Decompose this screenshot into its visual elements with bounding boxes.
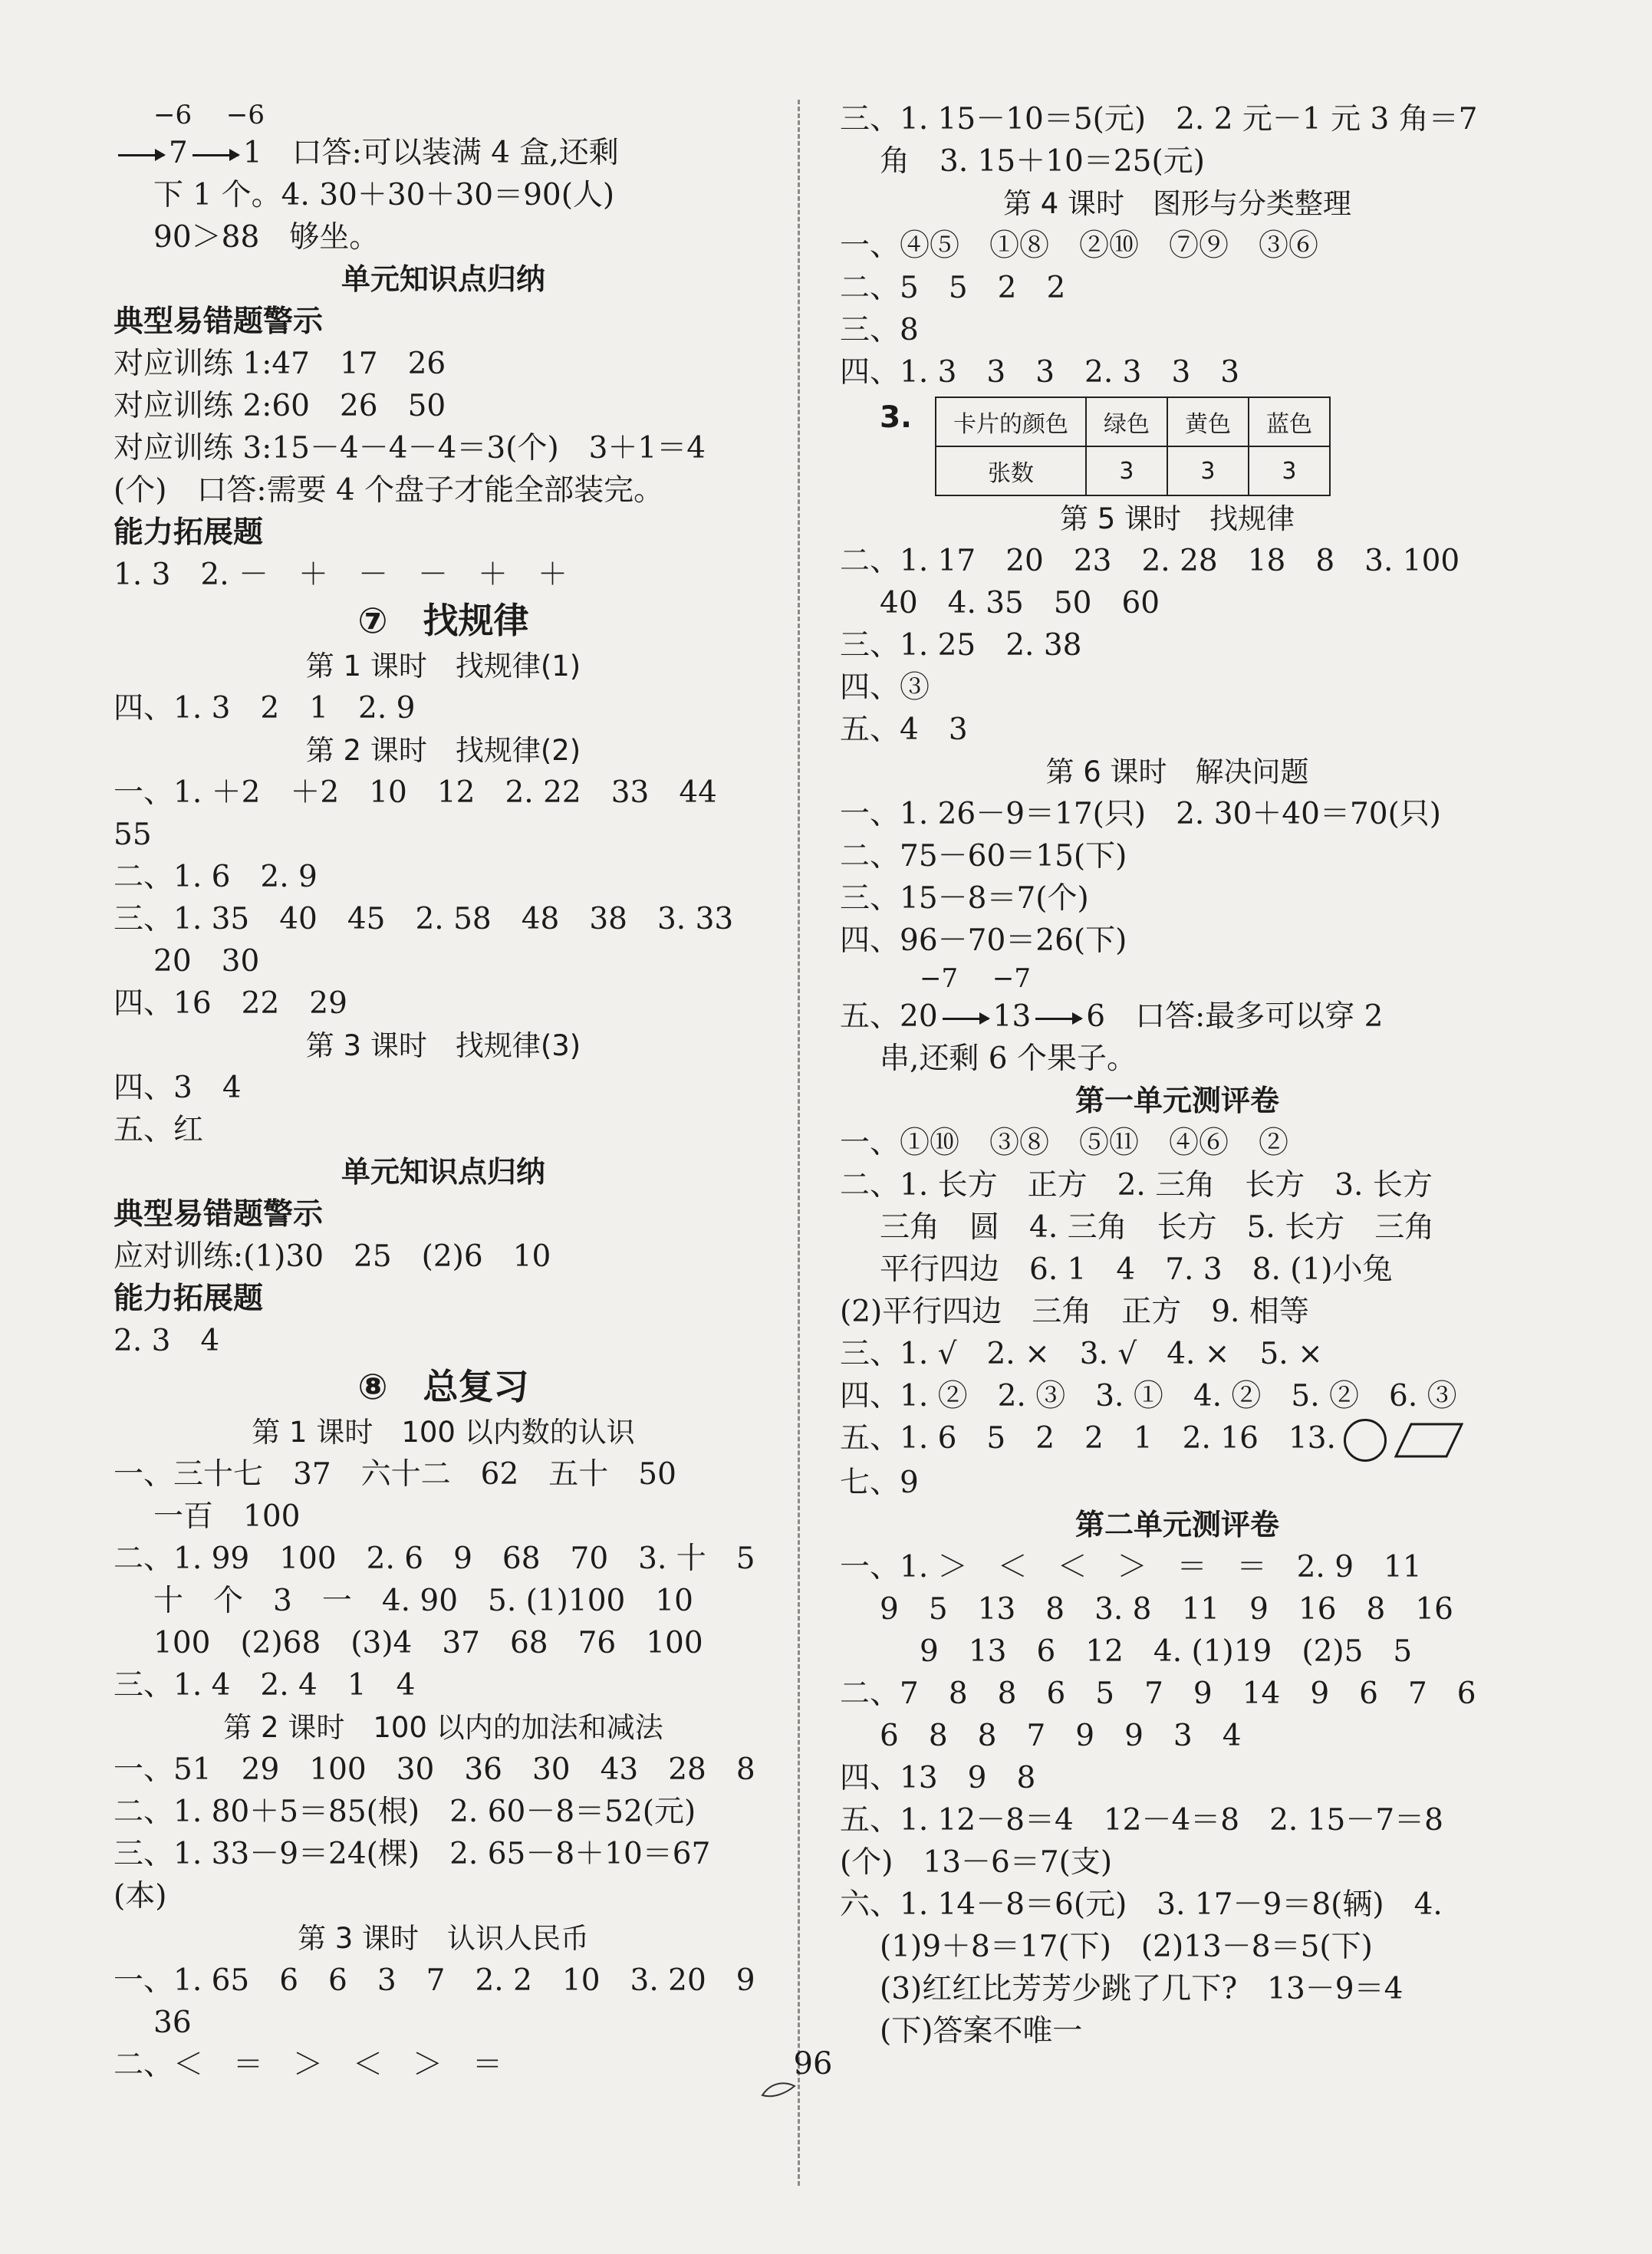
answer-line: 三、8 <box>840 313 919 347</box>
circle-shape-icon <box>1344 1419 1387 1462</box>
answer-line: 一、1. ＋2 ＋2 10 12 2. 22 33 44 <box>114 775 717 810</box>
answer-line: 串,还剩 6 个果子。 <box>880 1041 1137 1076</box>
answer-line: 七、9 <box>840 1466 919 1500</box>
answer-line: 五、4 3 <box>840 712 968 747</box>
answer-line: 二、＜ ＝ ＞ ＜ ＞ ＝ <box>114 2048 503 2082</box>
answer-line: 36 <box>153 2006 192 2040</box>
arrow-icon <box>943 1018 989 1020</box>
answer-line: 四、13 9 8 <box>840 1761 1036 1795</box>
lesson-heading: 第 6 课时 解决问题 <box>1045 755 1309 788</box>
answer-line: 四、1. 3 2 1 2. 9 <box>114 691 416 726</box>
lesson-heading: 第 1 课时 找规律(1) <box>305 650 581 683</box>
answer-line: 四、③ <box>840 670 930 705</box>
answer-line: 一、①⑩ ③⑧ ⑤⑪ ④⑥ ② <box>840 1126 1289 1160</box>
answer-line: 二、1. 99 100 2. 6 9 68 70 3. 十 5 <box>114 1542 755 1576</box>
answer-line: 一、④⑤ ①⑧ ②⑩ ⑦⑨ ③⑥ <box>840 229 1319 263</box>
answer-line: 55 <box>114 818 152 852</box>
answer-line: 五、1. 12－8＝4 12－4＝8 2. 15－7＝8 <box>840 1803 1443 1838</box>
answer-line: 四、1. ② 2. ③ 3. ① 4. ② 5. ② 6. ③ <box>840 1379 1457 1413</box>
answer-line: 三、15－8＝7(个) <box>840 881 1089 916</box>
section-heading: 单元知识点归纳 <box>341 1155 545 1189</box>
table-cell: 蓝色 <box>1249 397 1330 446</box>
subsection-heading: 典型易错题警示 <box>114 304 324 339</box>
table-cell: 黄色 <box>1167 397 1249 446</box>
answer-line: 二、75－60＝15(下) <box>840 839 1127 874</box>
table-block <box>840 397 1515 492</box>
answer-line: 1. 3 2. － ＋ － － ＋ ＋ <box>114 558 568 592</box>
leaf-ornament-icon <box>759 2078 798 2101</box>
answer-line: 二、5 5 2 2 <box>840 271 1066 305</box>
answer-line: 三、1. 4 2. 4 1 4 <box>114 1668 416 1703</box>
item-number: 3. <box>880 400 912 435</box>
answer-line: 三、1. 35 40 45 2. 58 48 38 3. 33 <box>114 902 734 936</box>
lesson-heading: 第 5 课时 找规律 <box>1059 502 1295 535</box>
unit-title: ⑧ 总复习 <box>357 1366 529 1407</box>
arrow-icon <box>1035 1018 1081 1020</box>
unit-title: ⑦ 找规律 <box>357 600 529 641</box>
table-cell: 3 <box>1167 446 1249 495</box>
right-column <box>840 98 1515 2052</box>
lesson-heading: 第 2 课时 100 以内的加法和减法 <box>223 1711 663 1744</box>
table-cell: 3 <box>1249 446 1330 495</box>
chain-operators: −6 −6 <box>153 100 265 130</box>
answer-line: 四、16 22 29 <box>114 986 347 1021</box>
answer-line: 100 (2)68 (3)4 37 68 76 100 <box>153 1626 703 1660</box>
answer-line: 二、7 8 8 6 5 7 9 14 9 6 7 6 <box>840 1677 1476 1711</box>
answer-line: 三、1. 33－9＝24(棵) 2. 65－8＋10＝67 <box>114 1837 711 1871</box>
answer-line: 四、3 4 <box>114 1071 242 1105</box>
lesson-heading: 第 3 课时 找规律(3) <box>305 1029 581 1062</box>
answer-line: 一、1. 26－9＝17(只) 2. 30＋40＝70(只) <box>840 797 1442 831</box>
arrow-icon <box>193 154 239 156</box>
answer-line: 一、1. ＞ ＜ ＜ ＞ ＝ ＝ 2. 9 11 <box>840 1550 1422 1584</box>
table-cell: 绿色 <box>1086 397 1167 446</box>
table-cell: 张数 <box>936 446 1086 495</box>
answer-line: (1)9＋8＝17(下) (2)13－8＝5(下) <box>880 1930 1373 1964</box>
answer-line: 下 1 个。4. 30＋30＋30＝90(人) <box>153 178 615 212</box>
answer-line: (3)红红比芳芳少跳了几下? 13－9＝4 <box>880 1972 1404 2006</box>
subsection-heading: 典型易错题警示 <box>114 1197 324 1232</box>
answer-line: 90＞88 够坐。 <box>153 220 380 255</box>
chain-operators: −7 −7 <box>920 963 1032 994</box>
section-heading: 第二单元测评卷 <box>1074 1508 1279 1542</box>
answer-line: (个) 口答:需要 4 个盘子才能全部装完。 <box>114 473 664 508</box>
answer-line: 9 13 6 12 4. (1)19 (2)5 5 <box>920 1634 1413 1669</box>
parallelogram-shape-icon <box>1394 1421 1463 1459</box>
lesson-heading: 第 4 课时 图形与分类整理 <box>1002 187 1352 220</box>
left-column <box>114 98 773 2086</box>
answer-line: (下)答案不唯一 <box>880 2014 1083 2048</box>
answer-line: 三角 圆 4. 三角 长方 5. 长方 三角 <box>880 1210 1435 1245</box>
answer-line: 9 5 13 8 3. 8 11 9 16 8 16 <box>880 1592 1453 1627</box>
arrow-icon <box>118 154 164 156</box>
answer-line: 五、红 <box>114 1113 204 1147</box>
answer-line: 一、1. 65 6 6 3 7 2. 2 10 3. 20 9 <box>114 1963 755 1998</box>
page-number: 96 <box>793 2046 833 2081</box>
answer-line: 三、1. 15－10＝5(元) 2. 2 元－1 元 3 角＝7 <box>840 102 1478 137</box>
answer-line: (2)平行四边 三角 正方 9. 相等 <box>840 1295 1309 1329</box>
answer-line: 五、20 13 6 口答:最多可以穿 2 <box>840 999 1384 1034</box>
answer-line: 五、1. 6 5 2 2 1 2. 16 13. <box>840 1417 1515 1462</box>
table-cell: 3 <box>1086 446 1167 495</box>
subsection-heading: 能力拓展题 <box>114 1282 264 1316</box>
answer-line: 一、51 29 100 30 36 30 43 28 8 <box>114 1752 755 1787</box>
answer-line: 二、1. 长方 正方 2. 三角 长方 3. 长方 <box>840 1168 1433 1203</box>
answer-line: 一百 100 <box>153 1499 301 1534</box>
table-cell: 卡片的颜色 <box>936 397 1086 446</box>
answer-line: 四、96－70＝26(下) <box>840 923 1127 958</box>
section-heading: 单元知识点归纳 <box>341 262 545 296</box>
answer-line: 六、1. 14－8＝6(元) 3. 17－9＝8(辆) 4. <box>840 1887 1443 1922</box>
card-count-table <box>935 397 1331 496</box>
answer-line: 平行四边 6. 1 4 7. 3 8. (1)小兔 <box>880 1252 1393 1287</box>
answer-line: 20 30 <box>153 944 260 979</box>
column-divider <box>798 100 800 2186</box>
table-row <box>936 446 1330 495</box>
answer-line: 对应训练 3:15－4－4－4＝3(个) 3＋1＝4 <box>114 431 706 466</box>
answer-line: 40 4. 35 50 60 <box>880 586 1160 620</box>
answer-line: 对应训练 1:47 17 26 <box>114 347 446 381</box>
lesson-heading: 第 3 课时 认识人民币 <box>297 1922 590 1955</box>
table-header-row <box>936 397 1330 446</box>
answer-line: 角 3. 15＋10＝25(元) <box>880 144 1205 179</box>
answer-line: 7 1 口答:可以装满 4 盒,还剩 <box>114 132 773 174</box>
answer-line: 6 8 8 7 9 9 3 4 <box>880 1719 1242 1753</box>
answer-line: (本) <box>114 1879 167 1913</box>
answer-line: 二、1. 80＋5＝85(根) 2. 60－8＝52(元) <box>114 1795 696 1829</box>
subsection-heading: 能力拓展题 <box>114 515 264 550</box>
answer-line: 三、1. √ 2. × 3. √ 4. × 5. × <box>840 1337 1323 1371</box>
answer-line: 三、1. 25 2. 38 <box>840 628 1082 663</box>
answer-line: 二、1. 17 20 23 2. 28 18 8 3. 100 <box>840 544 1460 578</box>
answer-line: (个) 13－6＝7(支) <box>840 1845 1113 1880</box>
answer-line: 四、1. 3 3 3 2. 3 3 3 <box>840 355 1240 390</box>
answer-line: 对应训练 2:60 26 50 <box>114 389 446 423</box>
answer-line: 应对训练:(1)30 25 (2)6 10 <box>114 1239 551 1274</box>
lesson-heading: 第 1 课时 100 以内数的认识 <box>252 1416 635 1449</box>
lesson-heading: 第 2 课时 找规律(2) <box>305 734 581 767</box>
answer-line: 十 个 3 一 4. 90 5. (1)100 10 <box>153 1584 693 1618</box>
answer-line: 2. 3 4 <box>114 1324 220 1358</box>
answer-line: 一、三十七 37 六十二 62 五十 50 <box>114 1457 676 1492</box>
section-heading: 第一单元测评卷 <box>1074 1084 1279 1117</box>
answer-line: 二、1. 6 2. 9 <box>114 860 318 894</box>
